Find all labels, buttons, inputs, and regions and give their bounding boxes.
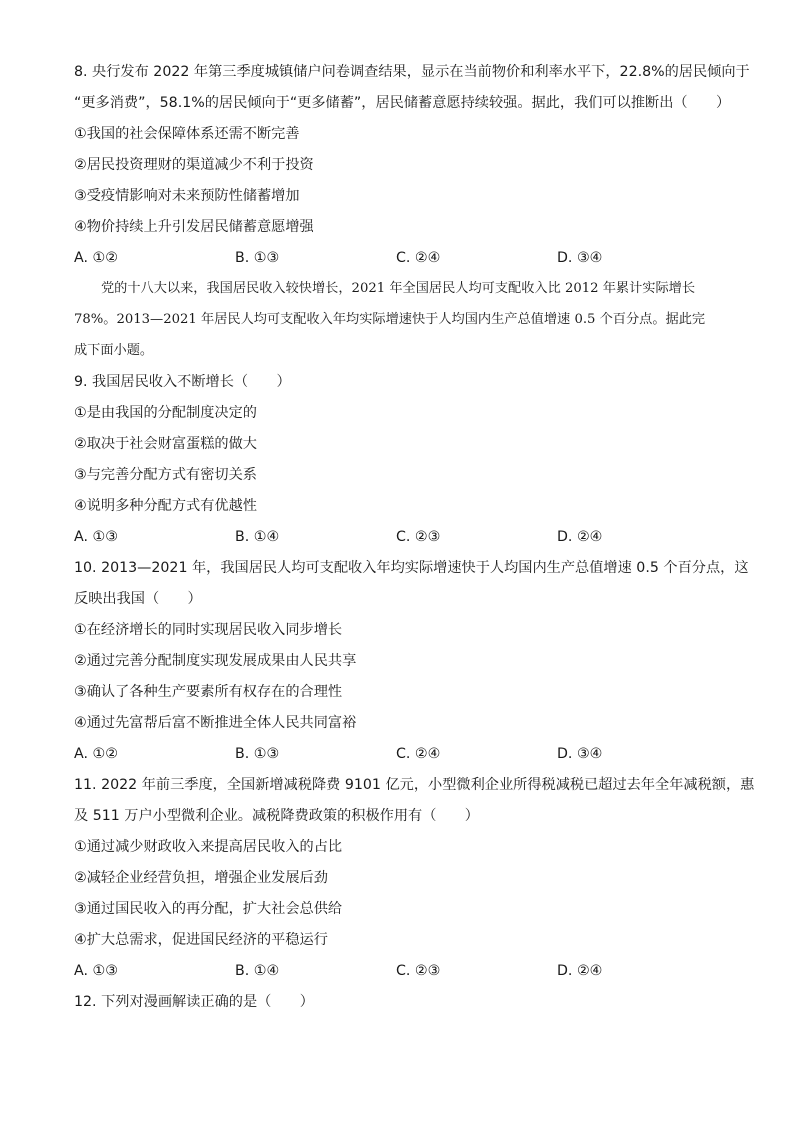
option-b: B. ①④ [235,529,280,545]
statement-item: ③与完善分配方式有密切关系 [74,467,257,483]
question-stem: 10. 2013—2021 年，我国居民人均可支配收入年均实际增速快于人均国内生产总值增速 0.5 个百分点，这 [74,560,749,576]
exam-page [74,62,755,1023]
option-a: A. ①② [74,746,118,762]
passage-line: 78%。2013—2021 年居民人均可支配收入年均实际增速快于人均国内生产总值增速 0.5 个百分点。据此完 [74,312,706,327]
statement-item: ①是由我国的分配制度决定的 [74,405,257,421]
question-9 [74,372,724,558]
statement-item: ②通过完善分配制度实现发展成果由人民共享 [74,653,357,669]
option-c: C. ②④ [396,250,441,266]
question-stem: 9. 我国居民收入不断增长（ ） [74,374,291,390]
question-stem: 12. 下列对漫画解读正确的是（ ） [74,994,314,1010]
option-c: C. ②③ [396,529,441,545]
option-a: A. ①③ [74,963,118,979]
option-a: A. ①③ [74,529,118,545]
statement-item: ④扩大总需求，促进国民经济的平稳运行 [74,932,328,948]
question-11 [74,775,755,992]
statement-item: ④说明多种分配方式有优越性 [74,498,257,514]
answer-options [74,527,724,558]
question-10 [74,558,749,775]
option-b: B. ①③ [235,746,280,762]
statement-item: ①我国的社会保障体系还需不断完善 [74,126,300,142]
statement-item: ①通过减少财政收入来提高居民收入的占比 [74,839,343,855]
answer-options [74,961,724,992]
option-a: A. ①② [74,250,118,266]
statement-item: ③受疫情影响对未来预防性储蓄增加 [74,188,300,204]
question-12 [74,992,724,1023]
option-b: B. ①③ [235,250,280,266]
option-b: B. ①④ [235,963,280,979]
question-8 [74,62,750,279]
question-stem: 反映出我国（ ） [74,591,202,607]
statement-item: ④物价持续上升引发居民储蓄意愿增强 [74,219,314,235]
question-stem: “更多消费”，58.1%的居民倾向于“更多储蓄”，居民储蓄意愿持续较强。据此，我们可以推断出（ ） [74,95,731,111]
option-d: D. ②④ [557,529,603,545]
option-d: D. ③④ [557,250,603,266]
option-d: D. ③④ [557,746,603,762]
statement-item: ②居民投资理财的渠道减少不利于投资 [74,157,314,173]
question-stem: 11. 2022 年前三季度，全国新增减税降费 9101 亿元，小型微利企业所得税减税已超过去年全年减税额，惠 [74,777,755,793]
option-d: D. ②④ [557,963,603,979]
statement-item: ④通过先富帮后富不断推进全体人民共同富裕 [74,715,357,731]
option-c: C. ②④ [396,746,441,762]
statement-item: ②减轻企业经营负担，增强企业发展后劲 [74,870,328,886]
reading-passage [74,279,724,372]
passage-line: 成下面小题。 [74,343,154,358]
passage-line: 党的十八大以来，我国居民收入较快增长，2021 年全国居民人均可支配收入比 2012 年累计实际增长 [101,281,696,296]
statement-item: ③确认了各种生产要素所有权存在的合理性 [74,684,343,700]
question-stem: 及 511 万户小型微利企业。减税降费政策的积极作用有（ ） [74,808,479,824]
option-c: C. ②③ [396,963,441,979]
statement-item: ②取决于社会财富蛋糕的做大 [74,436,257,452]
statement-item: ①在经济增长的同时实现居民收入同步增长 [74,622,343,638]
answer-options [74,744,724,775]
answer-options [74,248,724,279]
question-stem: 8. 央行发布 2022 年第三季度城镇储户问卷调查结果，显示在当前物价和利率水平下，22.8%的居民倾向于 [74,64,750,80]
statement-item: ③通过国民收入的再分配，扩大社会总供给 [74,901,343,917]
